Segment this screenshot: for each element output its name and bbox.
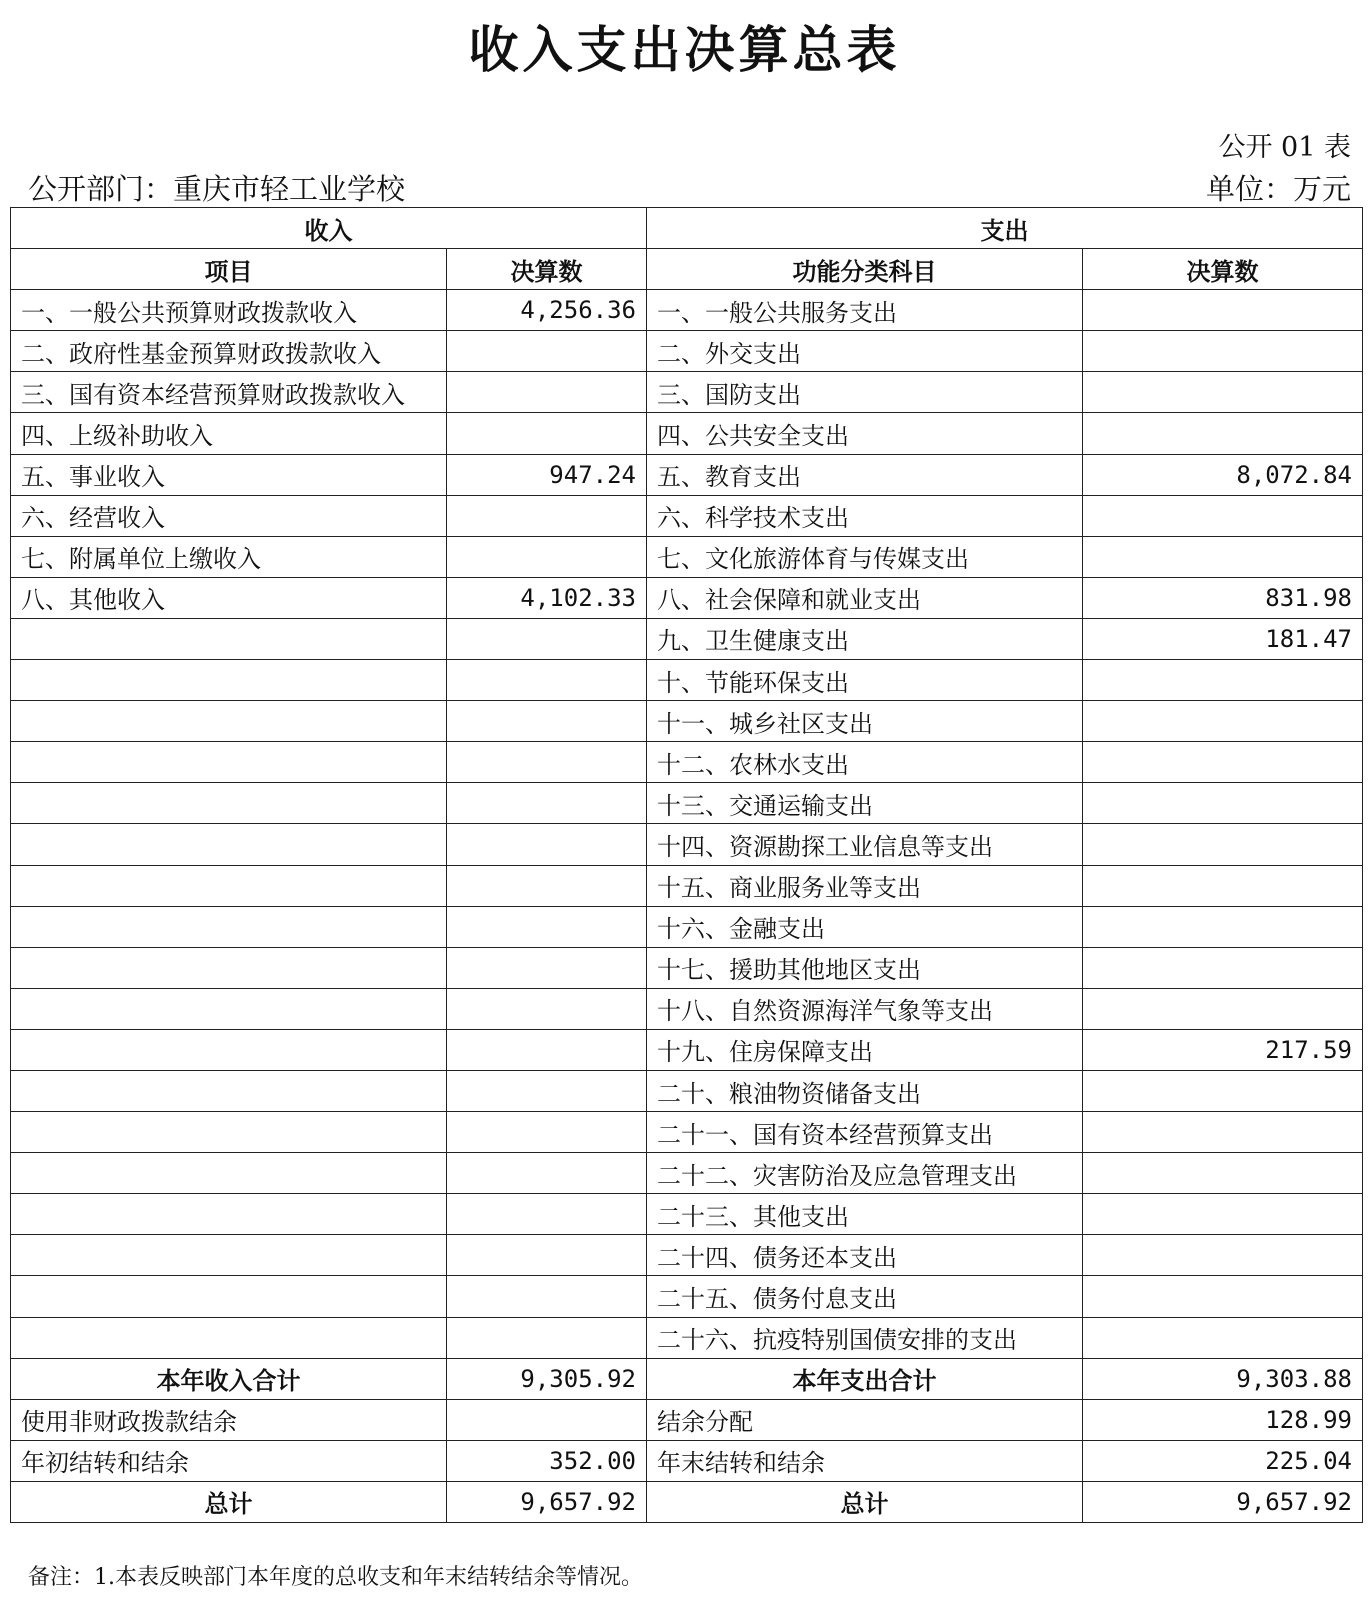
balance-distribution-label: 结余分配 [647, 1399, 1083, 1440]
expense-amount-cell [1083, 495, 1363, 536]
expense-item-cell: 九、卫生健康支出 [647, 618, 1083, 659]
expense-item-cell: 十一、城乡社区支出 [647, 701, 1083, 742]
income-amount-cell [447, 495, 647, 536]
expense-item-cell: 一、一般公共服务支出 [647, 290, 1083, 331]
income-section-header: 收入 [11, 208, 647, 249]
expense-amount-cell [1083, 660, 1363, 701]
expense-item-cell: 十八、自然资源海洋气象等支出 [647, 988, 1083, 1029]
column-header-row [11, 249, 1363, 290]
expense-amount-cell [1083, 372, 1363, 413]
expense-amount-cell [1083, 988, 1363, 1029]
expense-amount-cell [1083, 1276, 1363, 1317]
ending-carryover-value: 225.04 [1083, 1440, 1363, 1481]
table-row [11, 1029, 1363, 1070]
table-row [11, 1317, 1363, 1358]
table-row [11, 290, 1363, 331]
income-amount-cell [447, 1029, 647, 1070]
income-item-cell [11, 1153, 447, 1194]
expense-item-cell: 二十一、国有资本经营预算支出 [647, 1112, 1083, 1153]
income-item-cell: 八、其他收入 [11, 577, 447, 618]
expense-amount-cell: 831.98 [1083, 577, 1363, 618]
annual-total-row [11, 1358, 1363, 1399]
expense-amount-cell [1083, 1070, 1363, 1111]
income-amount-cell [447, 865, 647, 906]
carryover-row [11, 1440, 1363, 1481]
expense-total-value: 9,303.88 [1083, 1358, 1363, 1399]
table-row [11, 865, 1363, 906]
expense-grand-total-label: 总计 [647, 1481, 1083, 1522]
ending-carryover-label: 年末结转和结余 [647, 1440, 1083, 1481]
page-title: 收入支出决算总表 [468, 21, 901, 79]
budget-table [10, 207, 1363, 1523]
grand-total-row [11, 1481, 1363, 1522]
income-item-cell [11, 783, 447, 824]
section-header-row [11, 208, 1363, 249]
expense-item-cell: 十九、住房保障支出 [647, 1029, 1083, 1070]
income-item-cell: 二、政府性基金预算财政拨款收入 [11, 331, 447, 372]
expense-amount-cell [1083, 824, 1363, 865]
table-row [11, 824, 1363, 865]
income-amount-cell [447, 1153, 647, 1194]
expense-item-cell: 二十二、灾害防治及应急管理支出 [647, 1153, 1083, 1194]
unit-label: 单位：万元 [1205, 172, 1351, 206]
table-row [11, 783, 1363, 824]
expense-item-cell: 七、文化旅游体育与传媒支出 [647, 536, 1083, 577]
income-item-cell: 三、国有资本经营预算财政拨款收入 [11, 372, 447, 413]
function-category-column-header: 功能分类科目 [647, 249, 1083, 290]
expense-amount-cell [1083, 701, 1363, 742]
income-total-label: 本年收入合计 [11, 1358, 447, 1399]
income-amount-cell: 4,256.36 [447, 290, 647, 331]
expense-amount-cell [1083, 1194, 1363, 1235]
table-row [11, 1276, 1363, 1317]
expense-item-cell: 十三、交通运输支出 [647, 783, 1083, 824]
expense-grand-total-value: 9,657.92 [1083, 1481, 1363, 1522]
expense-item-cell: 十二、农林水支出 [647, 742, 1083, 783]
expense-amount-column-header: 决算数 [1083, 249, 1363, 290]
income-item-cell [11, 1276, 447, 1317]
expense-item-cell: 六、科学技术支出 [647, 495, 1083, 536]
table-row [11, 454, 1363, 495]
expense-item-cell: 二十五、债务付息支出 [647, 1276, 1083, 1317]
expense-amount-cell [1083, 536, 1363, 577]
table-row [11, 1153, 1363, 1194]
income-item-cell [11, 742, 447, 783]
expense-item-cell: 三、国防支出 [647, 372, 1083, 413]
table-row [11, 536, 1363, 577]
expense-item-cell: 十、节能环保支出 [647, 660, 1083, 701]
table-row [11, 906, 1363, 947]
income-amount-cell [447, 1276, 647, 1317]
expense-item-cell: 二、外交支出 [647, 331, 1083, 372]
expense-amount-cell [1083, 413, 1363, 454]
expense-amount-cell [1083, 906, 1363, 947]
expense-item-cell: 二十、粮油物资储备支出 [647, 1070, 1083, 1111]
income-amount-cell [447, 372, 647, 413]
expense-amount-cell [1083, 1235, 1363, 1276]
income-total-value: 9,305.92 [447, 1358, 647, 1399]
expense-item-cell: 十五、商业服务业等支出 [647, 865, 1083, 906]
table-row [11, 988, 1363, 1029]
income-item-cell [11, 618, 447, 659]
balance-distribution-value: 128.99 [1083, 1399, 1363, 1440]
expense-amount-cell [1083, 331, 1363, 372]
income-item-cell [11, 988, 447, 1029]
table-row [11, 331, 1363, 372]
table-row [11, 1235, 1363, 1276]
income-amount-cell [447, 742, 647, 783]
table-body [11, 290, 1363, 1358]
table-row [11, 372, 1363, 413]
footnote: 备注：1.本表反映部门本年度的总收支和年末结转结余等情况。 [28, 1565, 643, 1590]
income-amount-cell [447, 1194, 647, 1235]
expense-amount-cell [1083, 783, 1363, 824]
income-amount-cell [447, 1235, 647, 1276]
table-row [11, 660, 1363, 701]
nonfiscal-balance-label: 使用非财政拨款结余 [11, 1399, 447, 1440]
expense-amount-cell [1083, 1153, 1363, 1194]
expense-amount-cell: 8,072.84 [1083, 454, 1363, 495]
table-row [11, 413, 1363, 454]
income-amount-cell [447, 947, 647, 988]
expense-item-cell: 四、公共安全支出 [647, 413, 1083, 454]
income-item-cell [11, 1194, 447, 1235]
income-amount-column-header: 决算数 [447, 249, 647, 290]
table-row [11, 1070, 1363, 1111]
expense-amount-cell [1083, 1112, 1363, 1153]
table-row [11, 742, 1363, 783]
table-row [11, 495, 1363, 536]
income-item-cell [11, 1235, 447, 1276]
income-amount-cell: 4,102.33 [447, 577, 647, 618]
table-row [11, 947, 1363, 988]
beginning-carryover-value: 352.00 [447, 1440, 647, 1481]
income-amount-cell [447, 1070, 647, 1111]
income-item-cell: 七、附属单位上缴收入 [11, 536, 447, 577]
income-amount-cell [447, 618, 647, 659]
income-item-cell [11, 865, 447, 906]
income-amount-cell [447, 1112, 647, 1153]
income-amount-cell [447, 783, 647, 824]
income-amount-cell [447, 331, 647, 372]
income-item-cell [11, 947, 447, 988]
income-grand-total-value: 9,657.92 [447, 1481, 647, 1522]
expense-item-cell: 十四、资源勘探工业信息等支出 [647, 824, 1083, 865]
income-item-cell [11, 1029, 447, 1070]
income-amount-cell [447, 1317, 647, 1358]
expense-amount-cell [1083, 290, 1363, 331]
expense-amount-cell: 217.59 [1083, 1029, 1363, 1070]
department-label: 公开部门：重庆市轻工业学校 [28, 172, 406, 206]
expense-amount-cell [1083, 865, 1363, 906]
income-amount-cell [447, 536, 647, 577]
nonfiscal-distribution-row [11, 1399, 1363, 1440]
income-item-cell [11, 824, 447, 865]
nonfiscal-balance-value [447, 1399, 647, 1440]
income-item-cell [11, 1317, 447, 1358]
expense-section-header: 支出 [647, 208, 1363, 249]
expense-item-cell: 二十六、抗疫特别国债安排的支出 [647, 1317, 1083, 1358]
expense-amount-cell [1083, 742, 1363, 783]
income-grand-total-label: 总计 [11, 1481, 447, 1522]
table-row [11, 577, 1363, 618]
table-number: 公开 01 表 [1218, 132, 1351, 163]
income-item-cell [11, 1112, 447, 1153]
expense-amount-cell [1083, 947, 1363, 988]
table-row [11, 618, 1363, 659]
income-amount-cell [447, 988, 647, 1029]
income-amount-cell [447, 413, 647, 454]
income-amount-cell [447, 906, 647, 947]
income-item-cell: 五、事业收入 [11, 454, 447, 495]
expense-amount-cell: 181.47 [1083, 618, 1363, 659]
item-column-header: 项目 [11, 249, 447, 290]
income-amount-cell [447, 824, 647, 865]
income-item-cell: 六、经营收入 [11, 495, 447, 536]
income-amount-cell: 947.24 [447, 454, 647, 495]
expense-item-cell: 八、社会保障和就业支出 [647, 577, 1083, 618]
expense-total-label: 本年支出合计 [647, 1358, 1083, 1399]
income-item-cell: 一、一般公共预算财政拨款收入 [11, 290, 447, 331]
expense-item-cell: 二十四、债务还本支出 [647, 1235, 1083, 1276]
income-item-cell: 四、上级补助收入 [11, 413, 447, 454]
income-item-cell [11, 701, 447, 742]
income-item-cell [11, 906, 447, 947]
expense-item-cell: 五、教育支出 [647, 454, 1083, 495]
beginning-carryover-label: 年初结转和结余 [11, 1440, 447, 1481]
table-row [11, 701, 1363, 742]
income-amount-cell [447, 660, 647, 701]
expense-item-cell: 十六、金融支出 [647, 906, 1083, 947]
table-row [11, 1112, 1363, 1153]
income-item-cell [11, 1070, 447, 1111]
table-row [11, 1194, 1363, 1235]
expense-item-cell: 二十三、其他支出 [647, 1194, 1083, 1235]
expense-item-cell: 十七、援助其他地区支出 [647, 947, 1083, 988]
expense-amount-cell [1083, 1317, 1363, 1358]
income-item-cell [11, 660, 447, 701]
income-amount-cell [447, 701, 647, 742]
